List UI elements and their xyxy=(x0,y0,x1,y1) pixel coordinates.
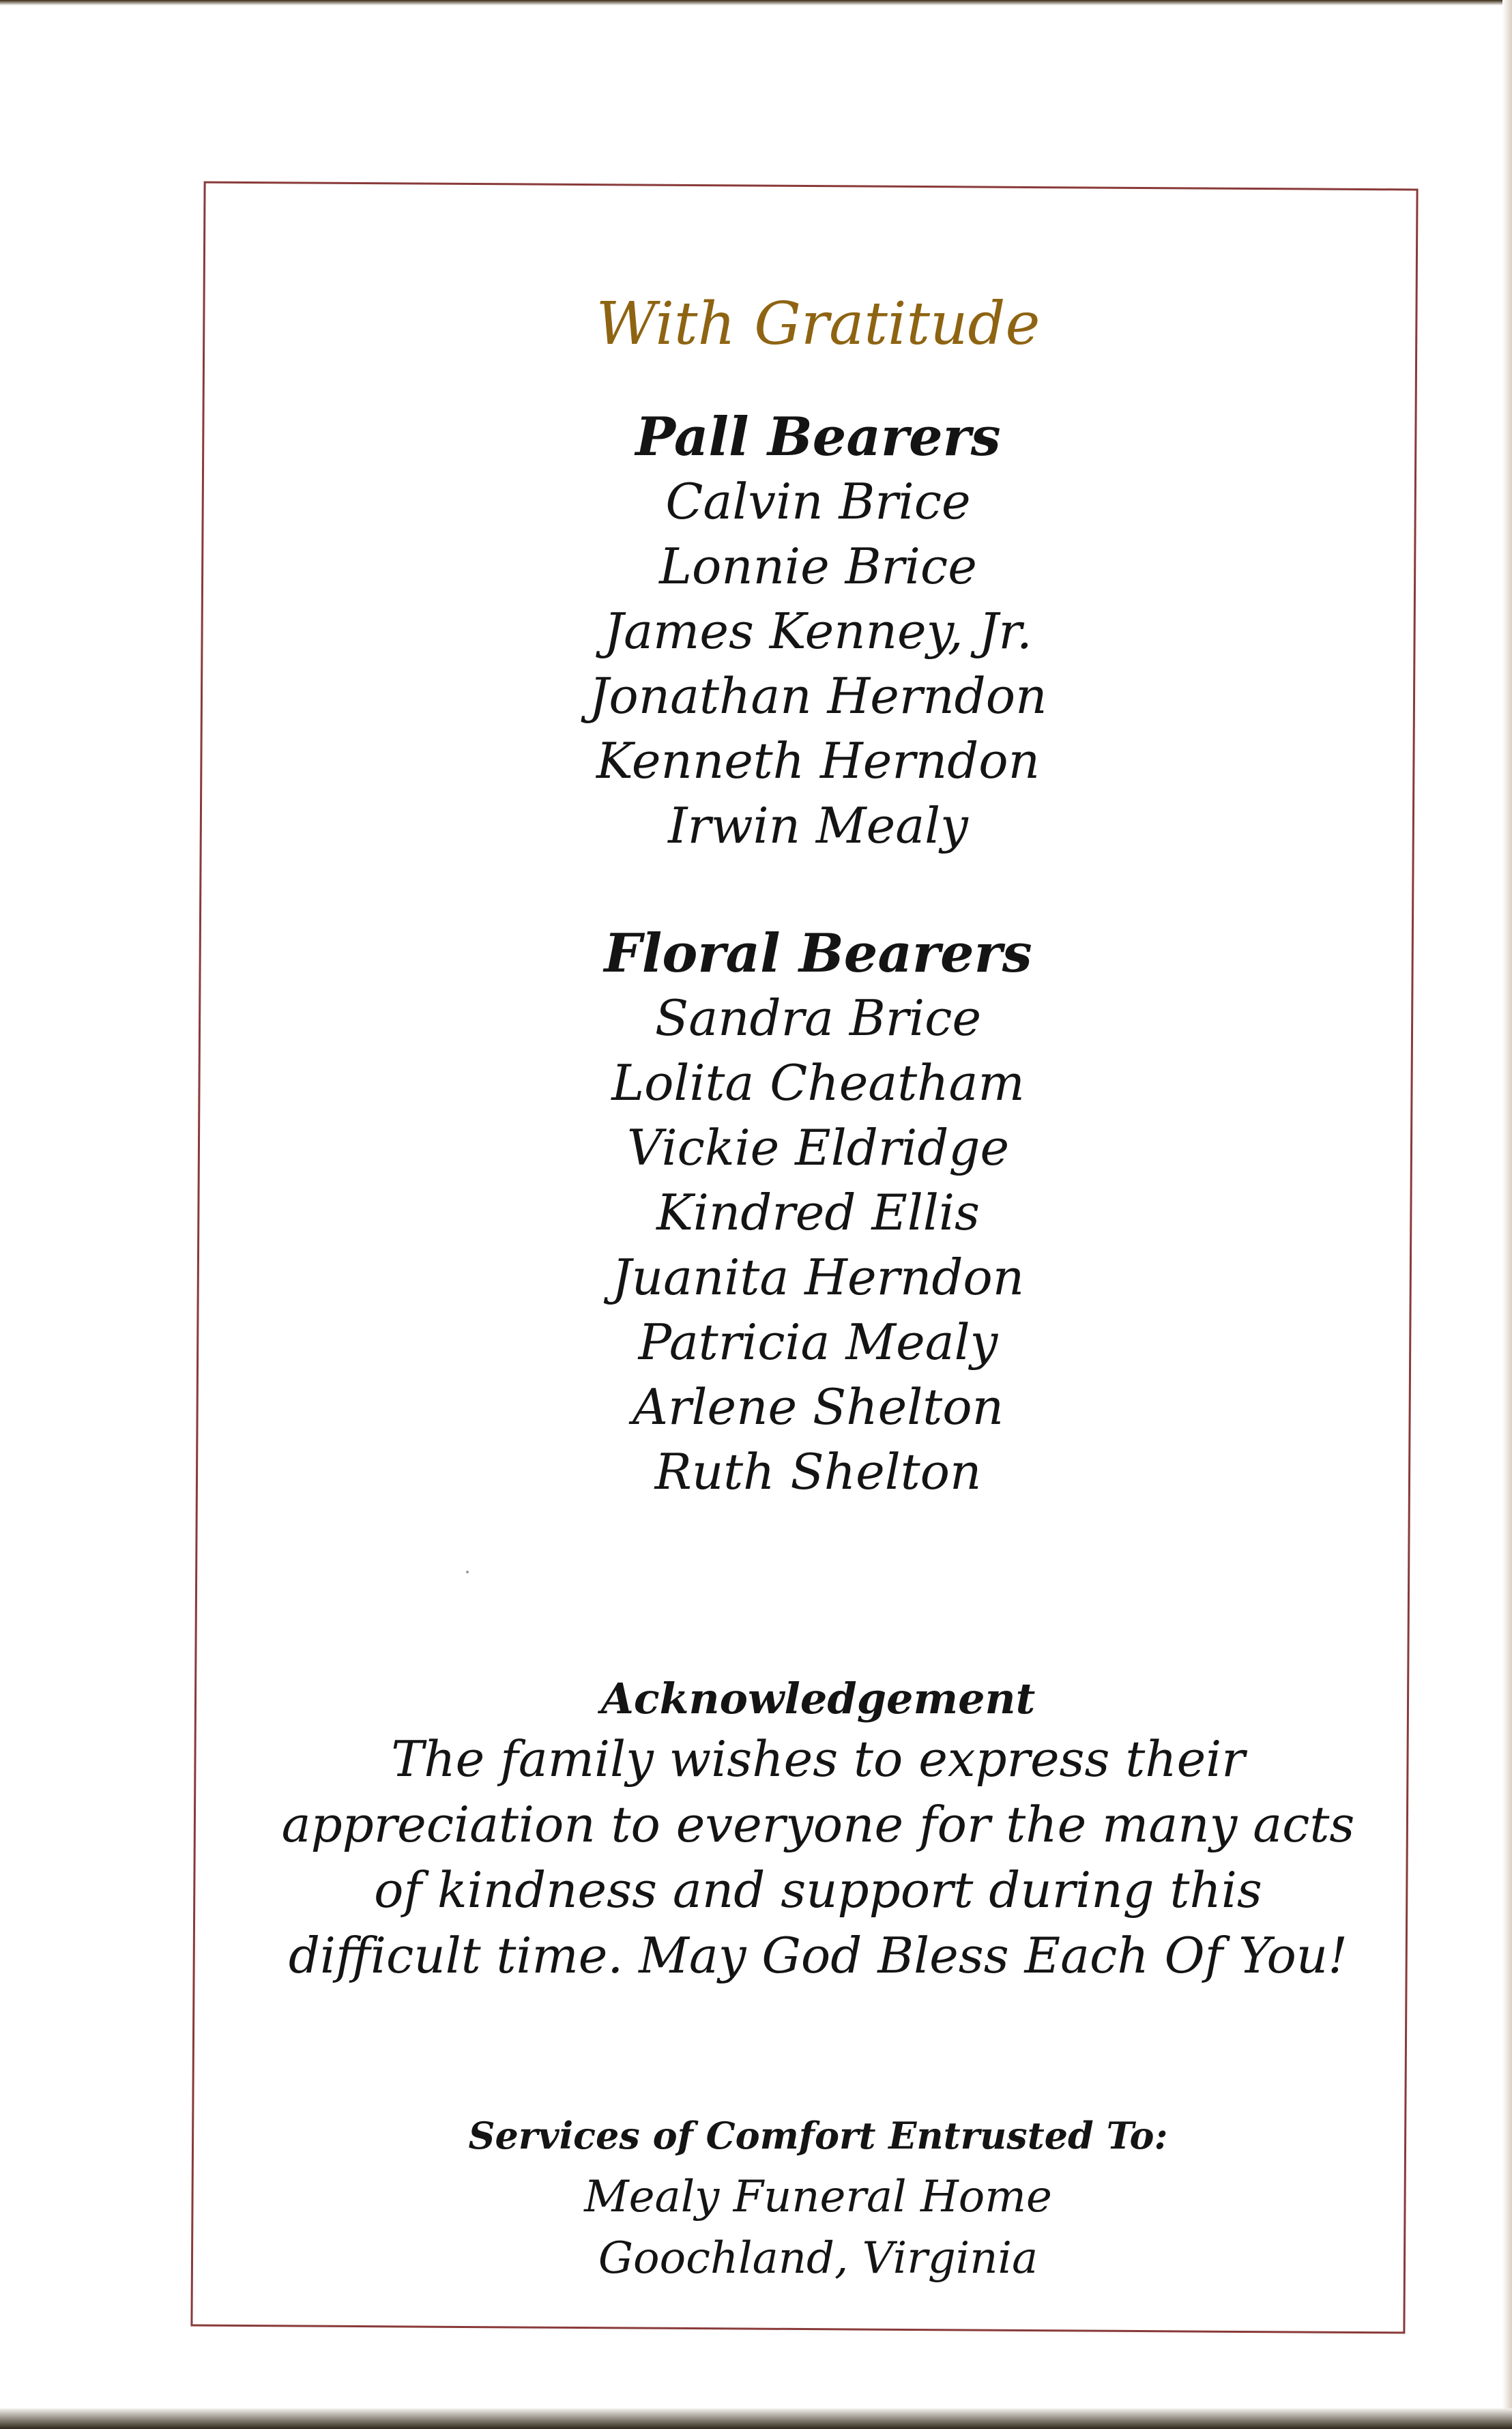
acknowledgement-line: appreciation to everyone for the many acts xyxy=(281,1796,1355,1853)
funeral-home-name: Mealy Funeral Home xyxy=(584,2172,1052,2222)
acknowledgement-title: Acknowledgement xyxy=(600,1674,1036,1723)
acknowledgement-section xyxy=(197,1672,1439,1988)
floral-bearers-section xyxy=(197,921,1439,1504)
services-section xyxy=(197,2105,1439,2289)
floral-bearer-name: Ruth Shelton xyxy=(654,1443,982,1500)
pall-bearers-title: Pall Bearers xyxy=(635,406,1001,468)
acknowledgement-line: The family wishes to express their xyxy=(391,1730,1245,1788)
pall-bearer-name: Lonnie Brice xyxy=(659,538,977,595)
acknowledgement-line: difficult time. May God Bless Each Of You! xyxy=(288,1927,1348,1984)
pall-bearers-section xyxy=(197,405,1439,858)
floral-bearer-name: Lolita Cheatham xyxy=(611,1054,1025,1111)
card-bottom-edge xyxy=(0,2409,1512,2429)
card-top-edge xyxy=(0,0,1512,5)
floral-bearer-name: Vickie Eldridge xyxy=(626,1119,1010,1176)
floral-bearer-name: Kindred Ellis xyxy=(656,1184,980,1241)
floral-bearer-name: Patricia Mealy xyxy=(638,1313,998,1371)
pall-bearer-name: Kenneth Herndon xyxy=(596,732,1040,789)
floral-bearers-title: Floral Bearers xyxy=(604,922,1032,985)
speck-mark xyxy=(466,1571,469,1573)
pall-bearer-name: James Kenney, Jr. xyxy=(604,602,1032,660)
funeral-home-location: Goochland, Virginia xyxy=(598,2233,1038,2284)
pall-bearer-name: Irwin Mealy xyxy=(668,797,968,854)
pall-bearer-name: Jonathan Herndon xyxy=(589,667,1047,725)
floral-bearer-name: Juanita Herndon xyxy=(611,1249,1025,1306)
acknowledgement-line: of kindness and support during this xyxy=(374,1861,1262,1919)
services-title: Services of Comfort Entrusted To: xyxy=(468,2114,1168,2157)
floral-bearer-name: Sandra Brice xyxy=(654,989,982,1047)
card-right-edge xyxy=(1502,0,1512,2429)
page-title: With Gratitude xyxy=(596,290,1041,358)
floral-bearer-name: Arlene Shelton xyxy=(633,1378,1004,1436)
pall-bearer-name: Calvin Brice xyxy=(665,473,971,530)
